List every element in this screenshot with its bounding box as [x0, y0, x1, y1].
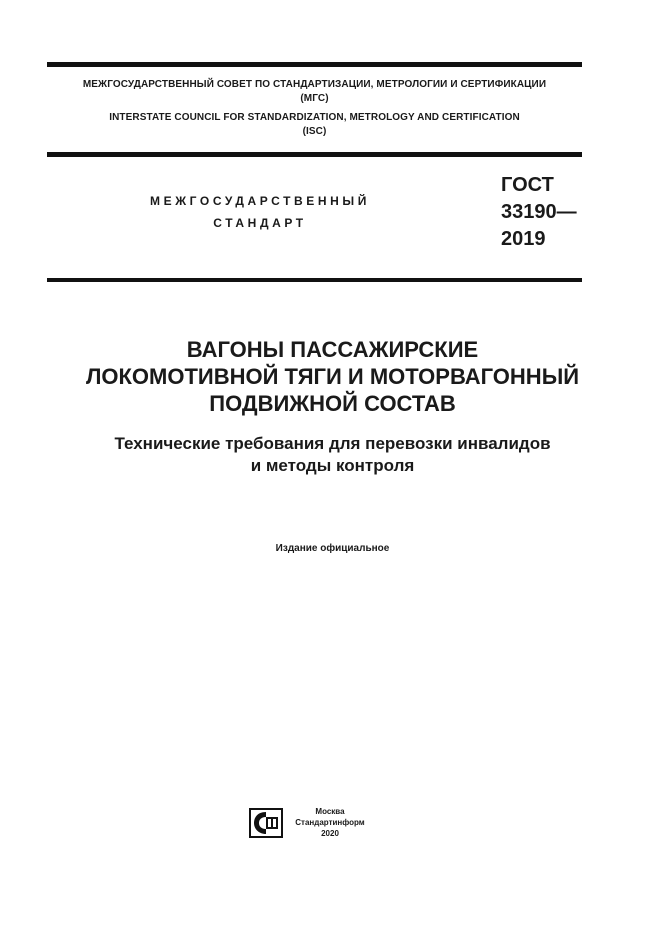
council-abbr-en: (ISC)	[302, 126, 327, 137]
edition-note: Издание официальное	[275, 543, 390, 554]
title-line3: ПОДВИЖНОЙ СОСТАВ	[209, 391, 456, 416]
gost-prefix: ГОСТ	[501, 174, 554, 196]
top-rule	[47, 62, 582, 67]
standartinform-logo-icon	[249, 808, 283, 838]
subtitle-line1: Технические требования для перевозки инвалидов	[114, 434, 551, 453]
gost-designation	[501, 172, 577, 253]
council-abbr-ru: (МГС)	[300, 93, 329, 104]
gost-number: 33190—	[501, 201, 577, 223]
publisher-year: 2020	[321, 829, 339, 838]
publisher-imprint	[290, 806, 370, 839]
document-subtitle	[20, 433, 645, 477]
publisher-city: Москва	[315, 807, 345, 816]
title-line1: ВАГОНЫ ПАССАЖИРСКИЕ	[186, 337, 479, 362]
council-name-ru	[47, 78, 582, 106]
standard-type-line2: СТАНДАРТ	[213, 216, 307, 230]
publisher-name: Стандартинформ	[295, 818, 365, 827]
bottom-rule	[47, 278, 582, 282]
subtitle-line2: и методы контроля	[250, 456, 415, 475]
council-name-en-line1: INTERSTATE COUNCIL FOR STANDARDIZATION, METROLOGY AND CERTIFICATION	[109, 112, 520, 123]
standard-type-label	[110, 190, 410, 234]
standard-type-line1: МЕЖГОСУДАРСТВЕННЫЙ	[150, 194, 370, 208]
gost-year: 2019	[501, 228, 546, 250]
council-name-ru-line1: МЕЖГОСУДАРСТВЕННЫЙ СОВЕТ ПО СТАНДАРТИЗАЦИИ, МЕТРОЛОГИИ И СЕРТИФИКАЦИИ	[82, 79, 547, 90]
title-line2: ЛОКОМОТИВНОЙ ТЯГИ И МОТОРВАГОННЫЙ	[85, 364, 580, 389]
middle-rule	[47, 152, 582, 157]
council-name-en	[47, 111, 582, 139]
document-title	[20, 336, 645, 417]
